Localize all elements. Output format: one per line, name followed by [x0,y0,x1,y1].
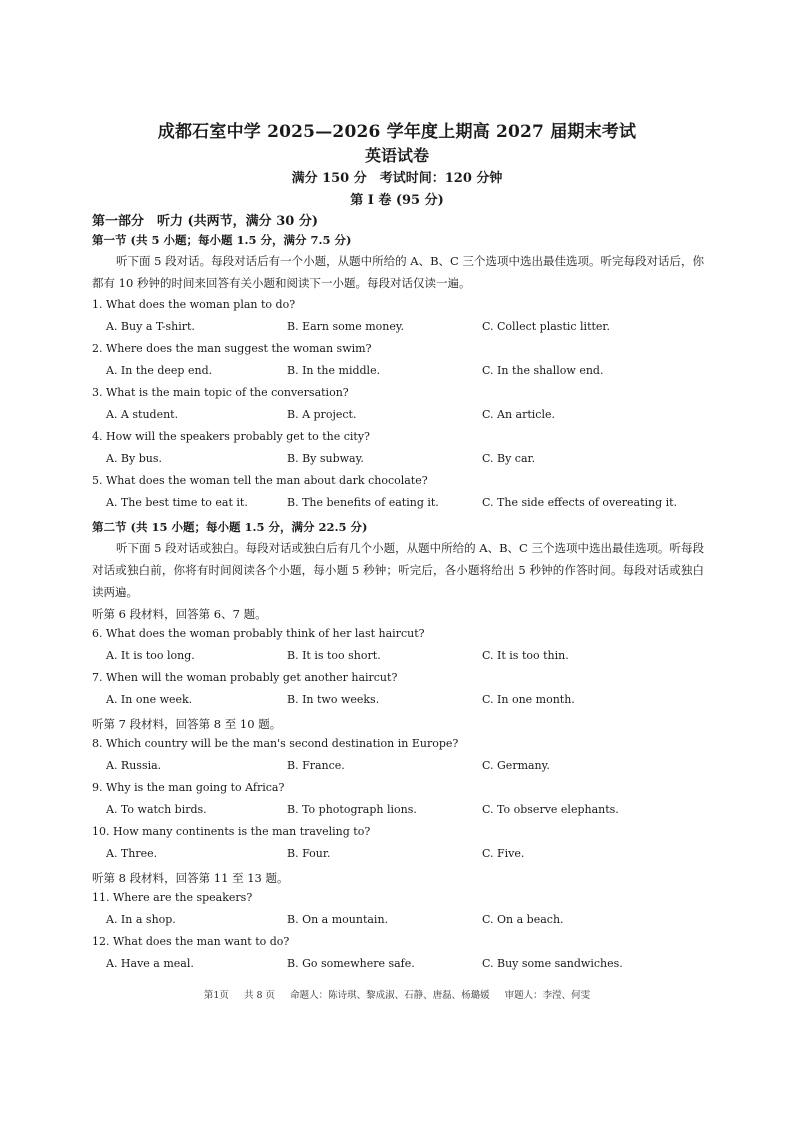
option-c: C. In one month. [482,693,575,706]
option-b: B. In two weeks. [287,693,380,706]
section2-instructions: 听下面 5 段对话或独白。每段对话或独白后有几个小题，从题中所给的 A、B、C 三个选项中选出最佳选项。听每段对话或独白前，你将有时间阅读各个小题，每小题 5 秒钟；听完后，各小题将给出 5 秒钟的作答时间。每段对话或独白读两遍。 [92,541,704,599]
section2-heading: 第二节 (共 15 小题；每小题 1.5 分，满分 22.5 分) [92,520,368,534]
option-b: B. Four. [287,847,331,860]
material-note: 听第 6 段材料，回答第 6、7 题。 [92,607,267,621]
question-stem: 11. Where are the speakers? [92,891,253,904]
option-a: A. In one week. [106,693,193,706]
option-b: B. Earn some money. [287,320,405,333]
option-a: A. Have a meal. [106,957,194,970]
option-a: A. In the deep end. [106,364,213,377]
question-stem: 9. Why is the man going to Africa? [92,781,285,794]
option-c: C. Germany. [482,759,550,772]
material-note: 听第 8 段材料，回答第 11 至 13 题。 [92,871,289,885]
option-a: A. In a shop. [106,913,176,926]
option-c: C. It is too thin. [482,649,569,662]
option-a: A. A student. [106,408,179,421]
question-stem: 12. What does the man want to do? [92,935,290,948]
material-note: 听第 7 段材料，回答第 8 至 10 题。 [92,717,282,731]
option-a: A. Three. [106,847,158,860]
question-stem: 10. How many continents is the man traveling to? [92,825,371,838]
option-a: A. To watch birds. [106,803,207,816]
option-c: C. Collect plastic litter. [482,320,610,333]
reviewers: 审题人：李滢、何雯 [504,990,591,1001]
option-c: C. To observe elephants. [482,803,619,816]
question-stem: 4. How will the speakers probably get to the city? [92,430,370,443]
option-b: B. Go somewhere safe. [287,957,415,970]
exam-subtitle: 英语试卷 [364,146,429,165]
page-number: 第1页 [203,990,229,1001]
option-b: B. The benefits of eating it. [287,496,439,509]
option-c: C. An article. [482,408,555,421]
exam-meta: 满分 150 分 考试时间：120 分钟 [291,171,503,186]
option-a: A. Buy a T-shirt. [106,320,195,333]
option-c: C. On a beach. [482,913,564,926]
question-stem: 7. When will the woman probably get another haircut? [92,671,398,684]
question-stem: 6. What does the woman probably think of her last haircut? [92,627,425,640]
option-a: A. The best time to eat it. [106,496,248,509]
authors: 命题人：陈诗琪、黎成淑、石静、唐磊、杨璐媛 [290,990,490,1001]
option-b: B. On a mountain. [287,913,389,926]
volume-heading: 第 I 卷 (95 分) [350,193,444,208]
exam-title: 成都石室中学 2025—2026 学年度上期高 2027 届期末考试 [157,122,637,142]
option-b: B. In the middle. [287,364,381,377]
option-c: C. Buy some sandwiches. [482,957,623,970]
question-stem: 5. What does the woman tell the man about dark chocolate? [92,474,428,487]
option-c: C. In the shallow end. [482,364,604,377]
option-a: A. By bus. [106,452,162,465]
option-a: A. Russia. [106,759,162,772]
option-b: B. It is too short. [287,649,381,662]
option-a: A. It is too long. [106,649,195,662]
section1-instructions: 听下面 5 段对话。每段对话后有一个小题，从题中所给的 A、B、C 三个选项中选出最佳选项。听完每段对话后，你都有 10 秒钟的时间来回答有关小题和阅读下一小题。每段对话仅读一遍。 [92,254,704,290]
option-b: B. France. [287,759,345,772]
option-b: B. By subway. [287,452,364,465]
question-stem: 3. What is the main topic of the conversation? [92,386,349,399]
question-stem: 8. Which country will be the man's second destination in Europe? [92,737,459,750]
option-b: B. To photograph lions. [287,803,417,816]
question-stem: 1. What does the woman plan to do? [92,298,296,311]
option-c: C. The side effects of overeating it. [482,496,678,509]
option-c: C. By car. [482,452,536,465]
page-footer [0,987,794,1001]
section1-heading: 第一节 (共 5 小题；每小题 1.5 分，满分 7.5 分) [92,233,352,247]
page-total: 共 8 页 [243,990,276,1001]
part1-heading: 第一部分 听力 (共两节，满分 30 分) [92,214,318,229]
question-stem: 2. Where does the man suggest the woman swim? [92,342,372,355]
option-c: C. Five. [482,847,525,860]
option-b: B. A project. [287,408,357,421]
